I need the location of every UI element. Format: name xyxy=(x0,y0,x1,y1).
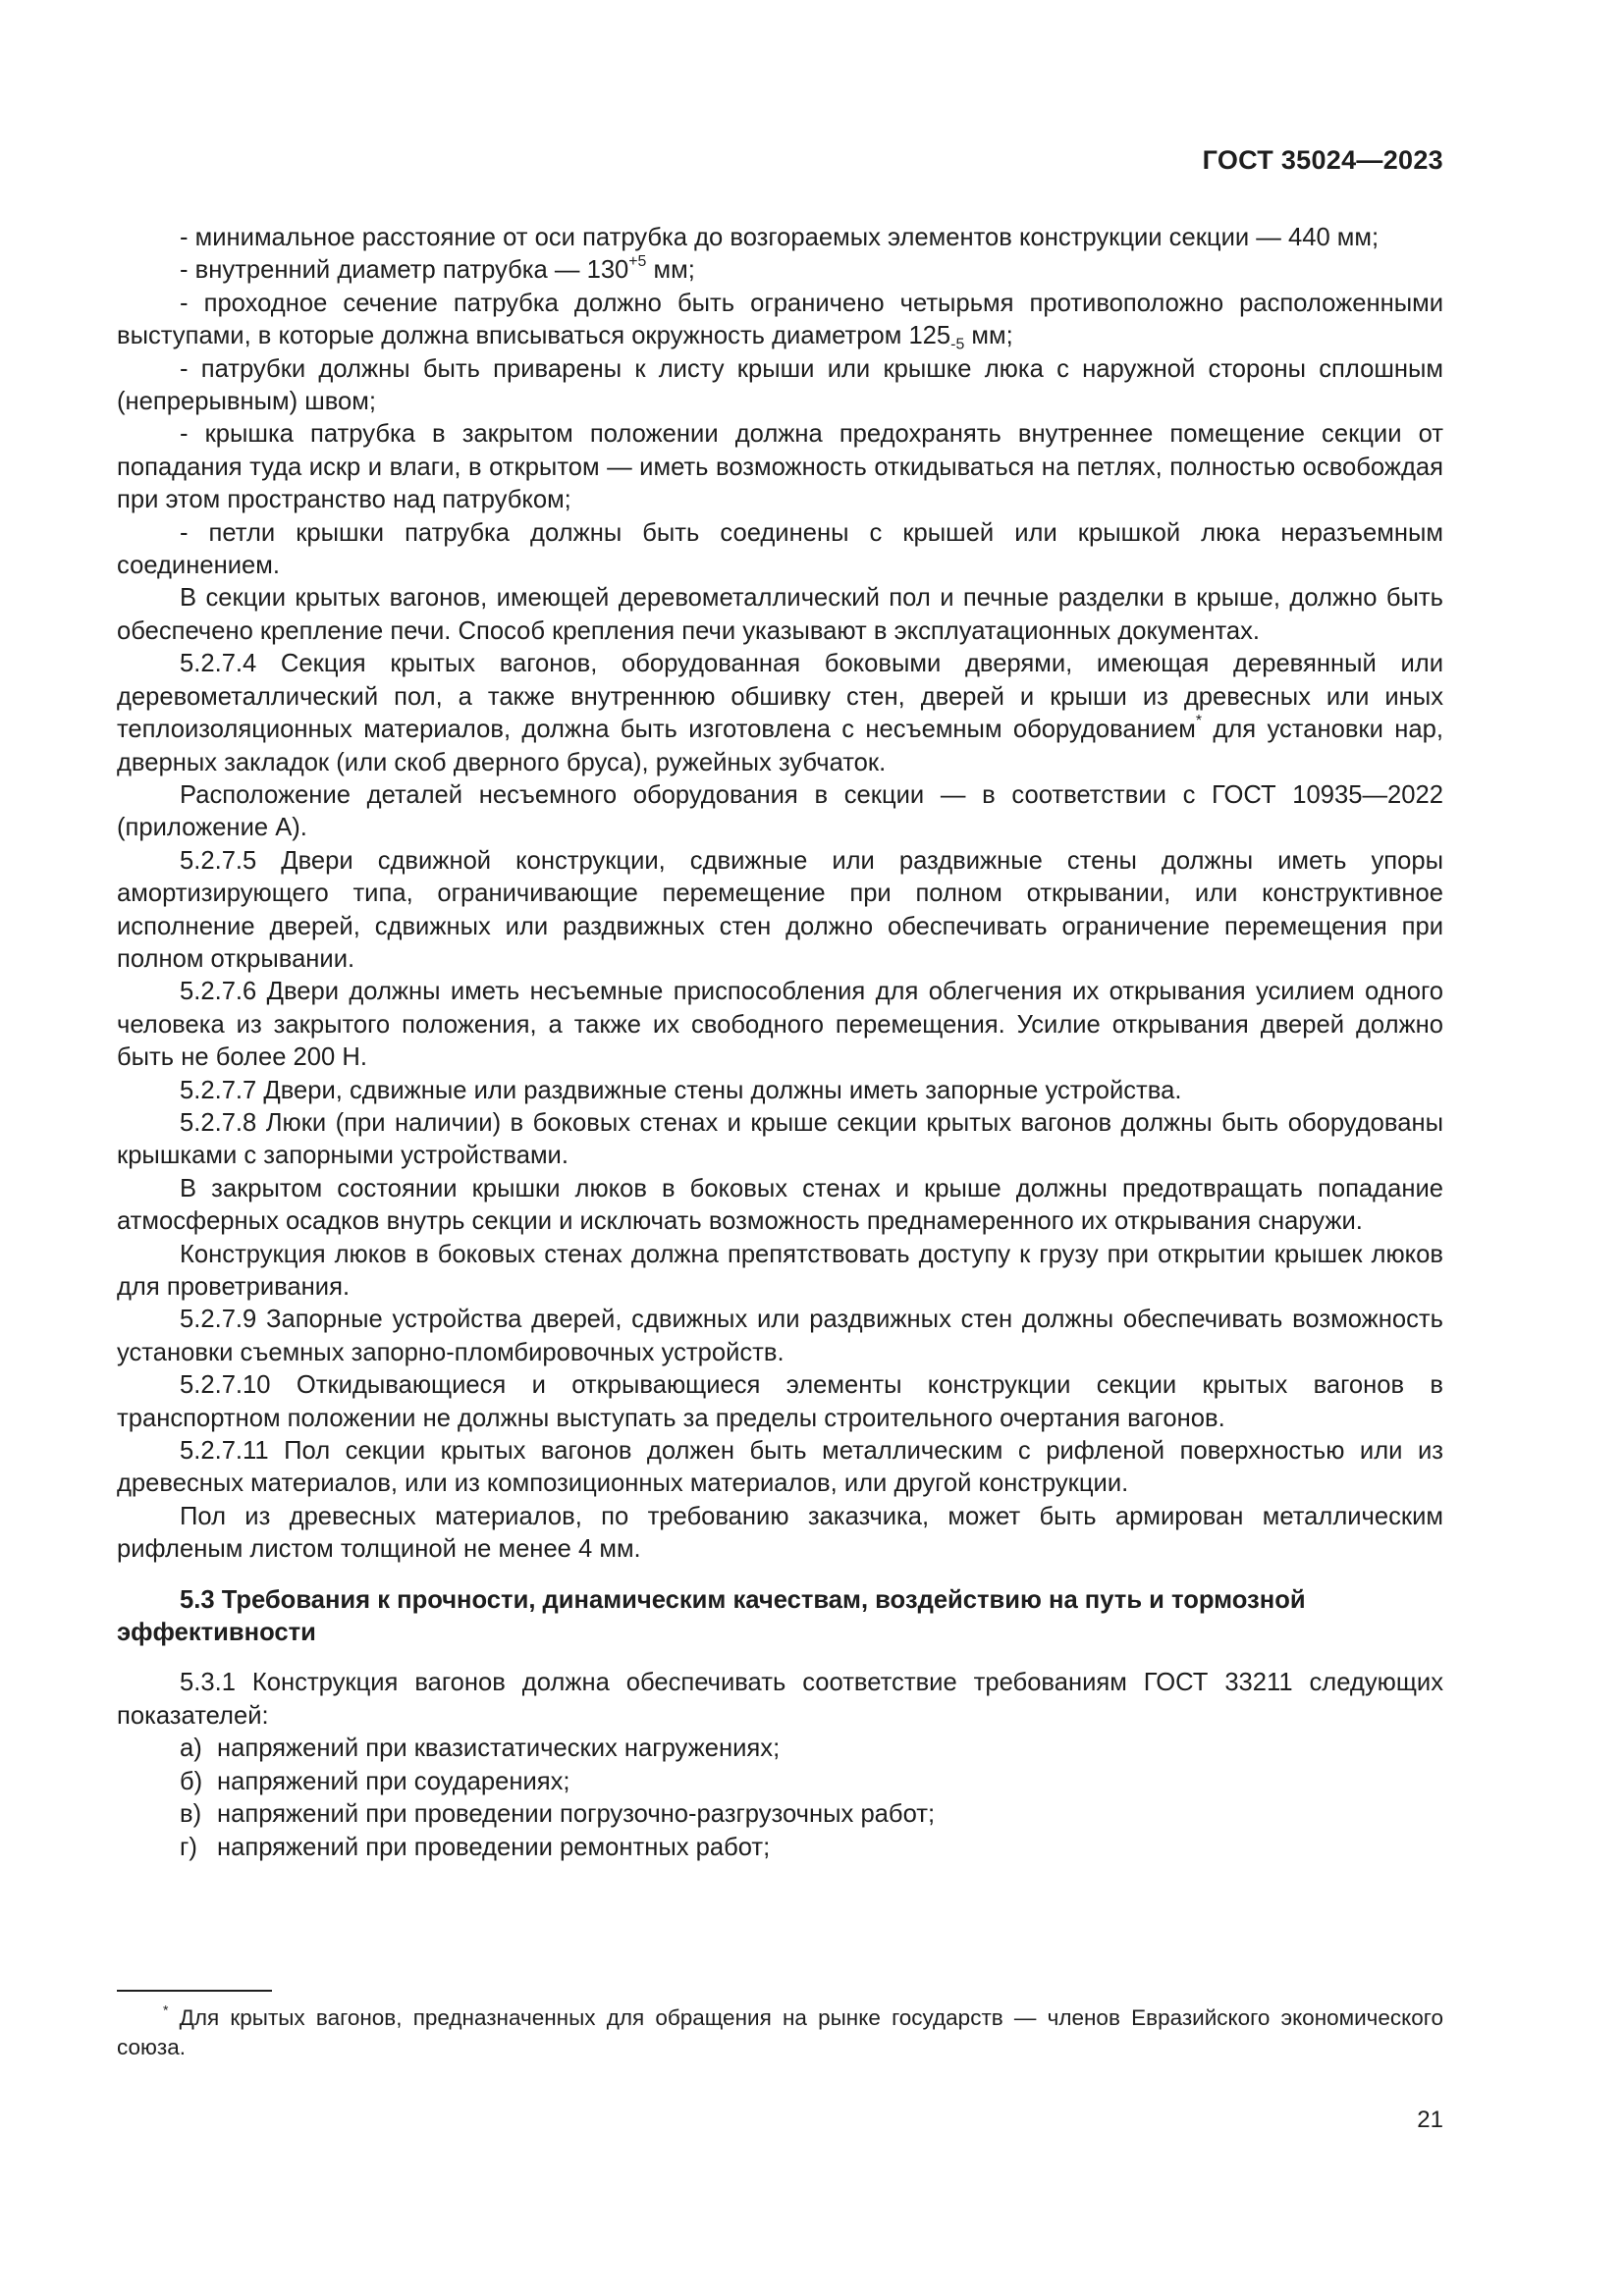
list-marker: в) xyxy=(180,1800,202,1829)
paragraph: - минимальное расстояние от оси патрубка до возгораемых элементов конструкции секции — 440 мм; xyxy=(180,224,1380,251)
paragraph-text: для установки нар, дверных закладок (или скоб дверного бруса), ружейных зубчаток. xyxy=(117,716,1443,776)
paragraph-text: мм; xyxy=(964,322,1013,350)
footnote-text: Для крытых вагонов, предназначенных для обращения на рынке государств — членов Евразийского экономического союза. xyxy=(117,2005,1443,2059)
paragraph-text: - внутренний диаметр патрубка — 130 xyxy=(180,256,629,285)
list-item xyxy=(117,1798,1443,1831)
list-item-text: напряжений при квазистатических нагружениях; xyxy=(217,1735,781,1763)
footnote-divider xyxy=(117,1990,272,1992)
list-marker: а) xyxy=(180,1735,202,1763)
paragraph xyxy=(117,254,1443,287)
paragraph: Пол из древесных материалов, по требованию заказчика, может быть армирован металлическим рифленым листом толщиной не менее 4 мм. xyxy=(117,1502,1443,1564)
tolerance-superscript: +5 xyxy=(628,253,647,271)
section-intro: 5.3.1 Конструкция вагонов должна обеспечивать соответствие требованиям ГОСТ 33211 следующих показателей: xyxy=(117,1669,1443,1730)
paragraph: - крышка патрубка в закрытом положении должна предохранять внутреннее помещение секции от попадания туда искр и влаги, в открытом — иметь возможность откидываться на петлях, полностью освобождая при этом пространство над патрубком; xyxy=(117,420,1443,514)
paragraph-text: 5.2.7.4 Секция крытых вагонов, оборудованная боковыми дверями, имеющая деревянный или деревометаллический пол, а также внутреннюю обшивку стен, дверей и крыши из древесных или иных теплоизоляционных материалов, должна быть изготовлена с несъемным оборудованием xyxy=(117,650,1443,744)
paragraph xyxy=(117,288,1443,353)
paragraph: 5.2.7.9 Запорные устройства дверей, сдвижных или раздвижных стен должны обеспечивать возможность установки съемных запорно-пломбировочных устройств. xyxy=(117,1306,1443,1366)
tolerance-subscript: -5 xyxy=(950,336,965,353)
paragraph: 5.2.7.7 Двери, сдвижные или раздвижные стены должны иметь запорные устройства. xyxy=(180,1076,1182,1104)
list-item-text: напряжений при проведении ремонтных работ; xyxy=(217,1833,771,1861)
paragraph: В секции крытых вагонов, имеющей деревометаллический пол и печные разделки в крыше, должно быть обеспечено крепление печи. Способ крепления печи указывают в эксплуатационных документах. xyxy=(117,584,1443,645)
list-item xyxy=(117,1832,1443,1864)
paragraph: В закрытом состоянии крышки люков в боковых стенах и крыше должны предотвращать попадание атмосферных осадков внутрь секции и исключать возможность преднамеренного их открывания снаружи. xyxy=(117,1174,1443,1236)
paragraph: - патрубки должны быть приварены к листу крыши или крышке люка с наружной стороны сплошным (непрерывным) швом; xyxy=(117,354,1443,416)
footnote-reference: * xyxy=(1195,713,1203,730)
paragraph: 5.2.7.8 Люки (при наличии) в боковых стенах и крыше секции крытых вагонов должны быть оборудованы крышками с запорными устройствами. xyxy=(117,1108,1443,1170)
list-item-text: напряжений при соударениях; xyxy=(217,1767,570,1795)
footnote-marker: * xyxy=(163,2002,169,2018)
list-item xyxy=(117,1733,1443,1765)
paragraph: - петли крышки патрубка должны быть соединены с крышей или крышкой люка неразъемным соединением. xyxy=(117,518,1443,580)
list-item xyxy=(117,1766,1443,1798)
paragraph: 5.2.7.5 Двери сдвижной конструкции, сдвижные или раздвижные стены должны иметь упоры амортизирующего типа, ограничивающие перемещение при полном открывании, или конструктивное исполнение дверей, сдвижных или раздвижных стен должно обеспечивать ограничение перемещения при полном открывании. xyxy=(117,846,1443,973)
footnote xyxy=(117,2003,1443,2062)
paragraph: Конструкция люков в боковых стенах должна препятствовать доступу к грузу при открытии крышек люков для проветривания. xyxy=(117,1240,1443,1301)
paragraph: 5.2.7.10 Откидывающиеся и открывающиеся элементы конструкции секции крытых вагонов в транспортном положении не должны выступать за пределы строительного очертания вагонов. xyxy=(117,1371,1443,1432)
list-marker: б) xyxy=(180,1767,203,1795)
document-header: ГОСТ 35024—2023 xyxy=(1202,145,1443,175)
list-item-text: напряжений при проведении погрузочно-разгрузочных работ; xyxy=(217,1800,936,1829)
section-heading: 5.3 Требования к прочности, динамическим качествам, воздействию на путь и тормозной эффективности xyxy=(117,1585,1306,1647)
paragraph-text: - проходное сечение патрубка должно быть ограничено четырьмя противоположно расположенными выступами, в которые должна вписываться окружность диаметром 125 xyxy=(117,289,1443,350)
list-marker: г) xyxy=(180,1833,197,1861)
paragraph: Расположение деталей несъемного оборудования в секции — в соответствии с ГОСТ 10935—2022 (приложение А). xyxy=(117,780,1443,842)
document-body xyxy=(117,222,1443,1864)
page-number: 21 xyxy=(1417,2107,1443,2133)
paragraph: 5.2.7.6 Двери должны иметь несъемные приспособления для облегчения их открывания усилием одного человека из закрытого положения, а также их свободного перемещения. Усилие открывания дверей должно быть не более 200 Н. xyxy=(117,978,1443,1072)
paragraph xyxy=(117,648,1443,779)
paragraph-text: мм; xyxy=(646,256,695,285)
paragraph: 5.2.7.11 Пол секции крытых вагонов должен быть металлическим с рифленой поверхностью или из древесных материалов, или из композиционных материалов, или другой конструкции. xyxy=(117,1437,1443,1498)
